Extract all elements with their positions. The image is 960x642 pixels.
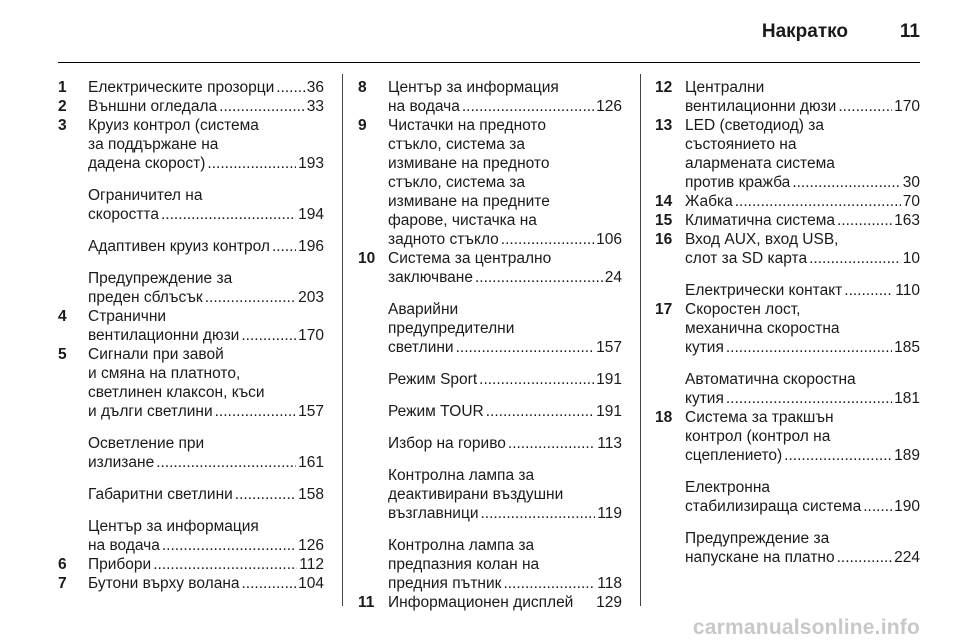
toc-entry-text: Прибори	[88, 556, 152, 573]
toc-entry-text: Режим Sport	[388, 371, 478, 388]
dot-leader	[241, 326, 296, 345]
page-title: Накратко	[761, 21, 848, 42]
toc-page-ref[interactable]: 193	[298, 155, 324, 172]
dot-leader	[219, 97, 305, 116]
toc-entry-text: дадена скорост)	[88, 155, 206, 172]
toc-entry[interactable]	[655, 211, 920, 230]
toc-entry-text: Странични	[88, 308, 167, 325]
toc-page-ref[interactable]: 70	[902, 193, 920, 210]
toc-entry-text: стъкло, система за	[388, 136, 525, 153]
toc-page-ref[interactable]: 161	[298, 454, 324, 471]
toc-page-ref[interactable]: 33	[306, 98, 324, 115]
toc-entry[interactable]	[58, 78, 324, 97]
toc-entry-text: Круиз контрол (система	[88, 117, 259, 134]
toc-entry-text: измиване на предното	[388, 155, 550, 172]
toc-page-ref[interactable]: 112	[299, 556, 324, 573]
page-number: 11	[899, 21, 920, 42]
dot-leader	[501, 230, 594, 249]
toc-entry-text: вентилационни дюзи	[685, 98, 837, 115]
toc-page-ref[interactable]: 126	[596, 98, 622, 115]
toc-column-3	[655, 78, 920, 567]
toc-page-ref[interactable]: 157	[596, 339, 622, 356]
toc-page-ref[interactable]: 113	[597, 435, 622, 452]
toc-entry[interactable]	[58, 237, 324, 256]
toc-entry-number: 14	[655, 193, 673, 210]
toc-entry-number: 10	[358, 250, 376, 267]
toc-entry-text: Автоматична скоростна	[685, 371, 856, 388]
toc-entry-text: Система за тракшън	[685, 409, 834, 426]
dot-leader	[838, 97, 892, 116]
toc-entry-text: Вход AUX, вход USB,	[685, 231, 839, 248]
toc-entry-text: напускане на платно	[685, 549, 835, 566]
toc-entry[interactable]	[358, 434, 622, 453]
watermark-text: carmanualsonline.info	[692, 616, 920, 639]
toc-entry-text: Адаптивен круиз контрол	[88, 238, 270, 255]
toc-entry-text: излизане	[88, 454, 155, 471]
toc-entry-text: заключване	[388, 269, 473, 286]
toc-entry[interactable]	[358, 116, 622, 249]
toc-entry-text: Електрическите прозорци	[88, 79, 275, 96]
toc-entry[interactable]	[58, 345, 324, 421]
toc-entry-text: Аварийни	[388, 301, 459, 318]
toc-entry-number: 6	[58, 556, 67, 573]
dot-leader	[792, 173, 900, 192]
toc-entry-number: 17	[655, 301, 673, 318]
toc-entry-text: на водача	[388, 98, 460, 115]
toc-entry-text: Осветление при	[88, 435, 205, 452]
dot-leader	[735, 192, 901, 211]
dot-leader	[726, 389, 892, 408]
dot-leader	[235, 485, 296, 504]
toc-entry-text: Център за информация	[388, 79, 559, 96]
toc-page-ref[interactable]: 106	[596, 231, 622, 248]
toc-entry-number: 8	[358, 79, 367, 96]
toc-entry-number: 9	[358, 117, 367, 134]
toc-entry[interactable]	[58, 574, 324, 593]
toc-entry-number: 13	[655, 117, 673, 134]
dot-leader	[276, 78, 305, 97]
toc-entry-text: за поддържане на	[88, 136, 219, 153]
toc-entry-text: Габаритни светлини	[88, 486, 233, 503]
toc-page-ref[interactable]: 119	[597, 505, 622, 522]
toc-entry-text: Предупреждение за	[685, 530, 830, 547]
toc-entry[interactable]	[655, 408, 920, 465]
toc-entry[interactable]	[58, 555, 324, 574]
dot-leader	[575, 593, 594, 612]
toc-entry-text: възглавници	[388, 505, 479, 522]
toc-entry-text: Център за информация	[88, 518, 259, 535]
toc-entry[interactable]	[358, 249, 622, 287]
dot-leader	[844, 281, 893, 300]
toc-entry[interactable]	[358, 402, 622, 421]
toc-entry[interactable]	[655, 230, 920, 268]
toc-entry-text: на водача	[88, 537, 160, 554]
toc-entry-text: измиване на предните	[388, 193, 550, 210]
toc-page-ref[interactable]: 163	[894, 212, 920, 229]
toc-entry-number: 7	[58, 575, 67, 592]
toc-entry-text: Система за централно	[388, 250, 552, 267]
toc-entry-text: Климатична система	[685, 212, 835, 229]
toc-entry-text: стабилизираща система	[685, 498, 862, 515]
dot-leader	[480, 504, 595, 523]
toc-entry-text: Контролна лампа за	[388, 467, 535, 484]
dot-leader	[486, 402, 594, 421]
toc-entry-text: Предупреждение за	[88, 270, 233, 287]
toc-entry-text: предпазния колан на	[388, 556, 540, 573]
toc-entry-number: 18	[655, 409, 673, 426]
toc-page-ref[interactable]: 170	[894, 98, 920, 115]
toc-entry-text: Бутони върху волана	[88, 575, 240, 592]
toc-entry-number: 1	[58, 79, 67, 96]
toc-page-ref[interactable]: 181	[894, 390, 920, 407]
dot-leader	[784, 446, 892, 465]
toc-entry-text: Сигнали при завой	[88, 346, 224, 363]
toc-page-ref[interactable]: 185	[894, 339, 920, 356]
toc-entry-text: Електронна	[685, 479, 771, 496]
toc-page-ref[interactable]: 189	[894, 447, 920, 464]
toc-entry-text: задното стъкло	[388, 231, 499, 248]
toc-entry[interactable]	[58, 269, 324, 307]
toc-entry-text: Централни	[685, 79, 765, 96]
toc-page-ref[interactable]: 118	[597, 575, 622, 592]
toc-page-ref[interactable]: 10	[902, 250, 920, 267]
toc-page-ref[interactable]: 158	[298, 486, 324, 503]
toc-entry[interactable]	[655, 529, 920, 567]
dot-leader	[837, 548, 893, 567]
toc-entry[interactable]	[58, 434, 324, 472]
dot-leader	[207, 154, 296, 173]
toc-entry-text: Скоростен лост,	[685, 301, 801, 318]
toc-column-1	[58, 78, 324, 593]
toc-entry-text: скоростта	[88, 206, 159, 223]
toc-page-ref[interactable]: 170	[298, 327, 324, 344]
dot-leader	[456, 338, 595, 357]
toc-entry-text: светлинен клаксон, къси	[88, 384, 265, 401]
toc-entry-text: Избор на гориво	[388, 435, 506, 452]
toc-page-ref[interactable]: 191	[596, 403, 622, 420]
column-divider	[342, 74, 343, 606]
dot-leader	[272, 237, 296, 256]
toc-entry-text: алармената система	[685, 155, 835, 172]
toc-entry-number: 15	[655, 212, 673, 229]
toc-entry-text: преден сблъсък	[88, 289, 203, 306]
toc-entry-text: и дълги светлини	[88, 403, 213, 420]
dot-leader	[726, 338, 892, 357]
toc-entry[interactable]	[655, 370, 920, 408]
toc-entry[interactable]	[58, 97, 324, 116]
toc-entry-text: Контролна лампа за	[388, 537, 535, 554]
toc-entry-text: слот за SD карта	[685, 250, 808, 267]
toc-entry-text: Чистачки на предното	[388, 117, 546, 134]
toc-page-ref[interactable]: 157	[298, 403, 324, 420]
toc-entry-text: и смяна на платното,	[88, 365, 241, 382]
toc-entry-text: Режим TOUR	[388, 403, 484, 420]
toc-page-ref[interactable]: 196	[298, 238, 324, 255]
toc-entry-text: кутия	[685, 339, 724, 356]
toc-entry-number: 5	[58, 346, 67, 363]
column-divider	[640, 74, 641, 606]
toc-entry[interactable]	[58, 186, 324, 224]
dot-leader	[475, 268, 603, 287]
toc-entry[interactable]	[358, 370, 622, 389]
toc-page-ref[interactable]: 126	[298, 537, 324, 554]
toc-entry[interactable]	[655, 281, 920, 300]
toc-page-ref[interactable]: 36	[306, 79, 324, 96]
dot-leader	[162, 536, 296, 555]
toc-entry-text: механична скоростна	[685, 320, 840, 337]
dot-leader	[508, 434, 595, 453]
dot-leader	[242, 574, 297, 593]
toc-entry-text: предупредителни	[388, 320, 515, 337]
toc-entry-text: Жабка	[685, 193, 733, 210]
dot-leader	[156, 453, 296, 472]
dot-leader	[205, 288, 296, 307]
dot-leader	[215, 402, 297, 421]
toc-entry[interactable]	[358, 300, 622, 357]
toc-entry-number: 16	[655, 231, 673, 248]
dot-leader	[479, 370, 594, 389]
toc-entry-text: Ограничител на	[88, 187, 203, 204]
toc-entry-number: 4	[58, 308, 67, 325]
dot-leader	[863, 497, 892, 516]
toc-page-ref[interactable]: 194	[298, 206, 324, 223]
dot-leader	[153, 555, 297, 574]
dot-leader	[462, 97, 594, 116]
toc-entry-number: 2	[58, 98, 67, 115]
toc-page-ref[interactable]: 191	[596, 371, 622, 388]
toc-page-ref[interactable]: 30	[902, 174, 920, 191]
toc-entry[interactable]	[358, 536, 622, 593]
toc-entry[interactable]	[58, 307, 324, 345]
toc-entry[interactable]	[358, 78, 622, 116]
toc-entry-text: против кражба	[685, 174, 791, 191]
toc-entry[interactable]	[58, 485, 324, 504]
toc-entry[interactable]	[655, 300, 920, 357]
toc-entry-text: деактивирани въздушни	[388, 486, 564, 503]
toc-page-ref[interactable]: 110	[895, 282, 920, 299]
toc-entry[interactable]	[58, 116, 324, 173]
toc-entry-text: Информационен дисплей	[388, 594, 574, 611]
toc-entry-text: Външни огледала	[88, 98, 218, 115]
toc-entry[interactable]	[655, 192, 920, 211]
toc-entry-text: предния пътник	[388, 575, 502, 592]
toc-entry-text: LED (светодиод) за	[685, 117, 824, 134]
toc-entry-text: светлини	[388, 339, 454, 356]
page-header	[58, 0, 920, 63]
toc-entry[interactable]	[655, 478, 920, 516]
toc-page-ref[interactable]: 190	[894, 498, 920, 515]
toc-entry-text: състоянието на	[685, 136, 797, 153]
toc-page-ref[interactable]: 203	[298, 289, 324, 306]
toc-entry-text: контрол (контрол на	[685, 428, 831, 445]
dot-leader	[837, 211, 892, 230]
toc-entry-number: 3	[58, 117, 67, 134]
toc-entry-text: Електрически контакт	[685, 282, 843, 299]
toc-entry[interactable]	[358, 593, 622, 612]
toc-entry-number: 12	[655, 79, 673, 96]
toc-page-ref[interactable]: 24	[604, 269, 622, 286]
dot-leader	[161, 205, 296, 224]
toc-entry[interactable]	[358, 466, 622, 523]
toc-entry[interactable]	[58, 517, 324, 555]
toc-page-ref[interactable]: 104	[298, 575, 324, 592]
toc-entry-text: кутия	[685, 390, 724, 407]
toc-page-ref[interactable]: 224	[894, 549, 920, 566]
toc-entry-text: стъкло, система за	[388, 174, 525, 191]
toc-entry-number: 11	[358, 594, 375, 611]
toc-entry[interactable]	[655, 116, 920, 192]
toc-entry-text: фарове, чистачка на	[388, 212, 537, 229]
dot-leader	[809, 249, 901, 268]
toc-page-ref[interactable]: 129	[596, 594, 622, 611]
toc-entry-text: вентилационни дюзи	[88, 327, 240, 344]
toc-column-2	[358, 78, 622, 612]
dot-leader	[503, 574, 595, 593]
toc-entry-text: сцеплението)	[685, 447, 783, 464]
toc-entry[interactable]	[655, 78, 920, 116]
